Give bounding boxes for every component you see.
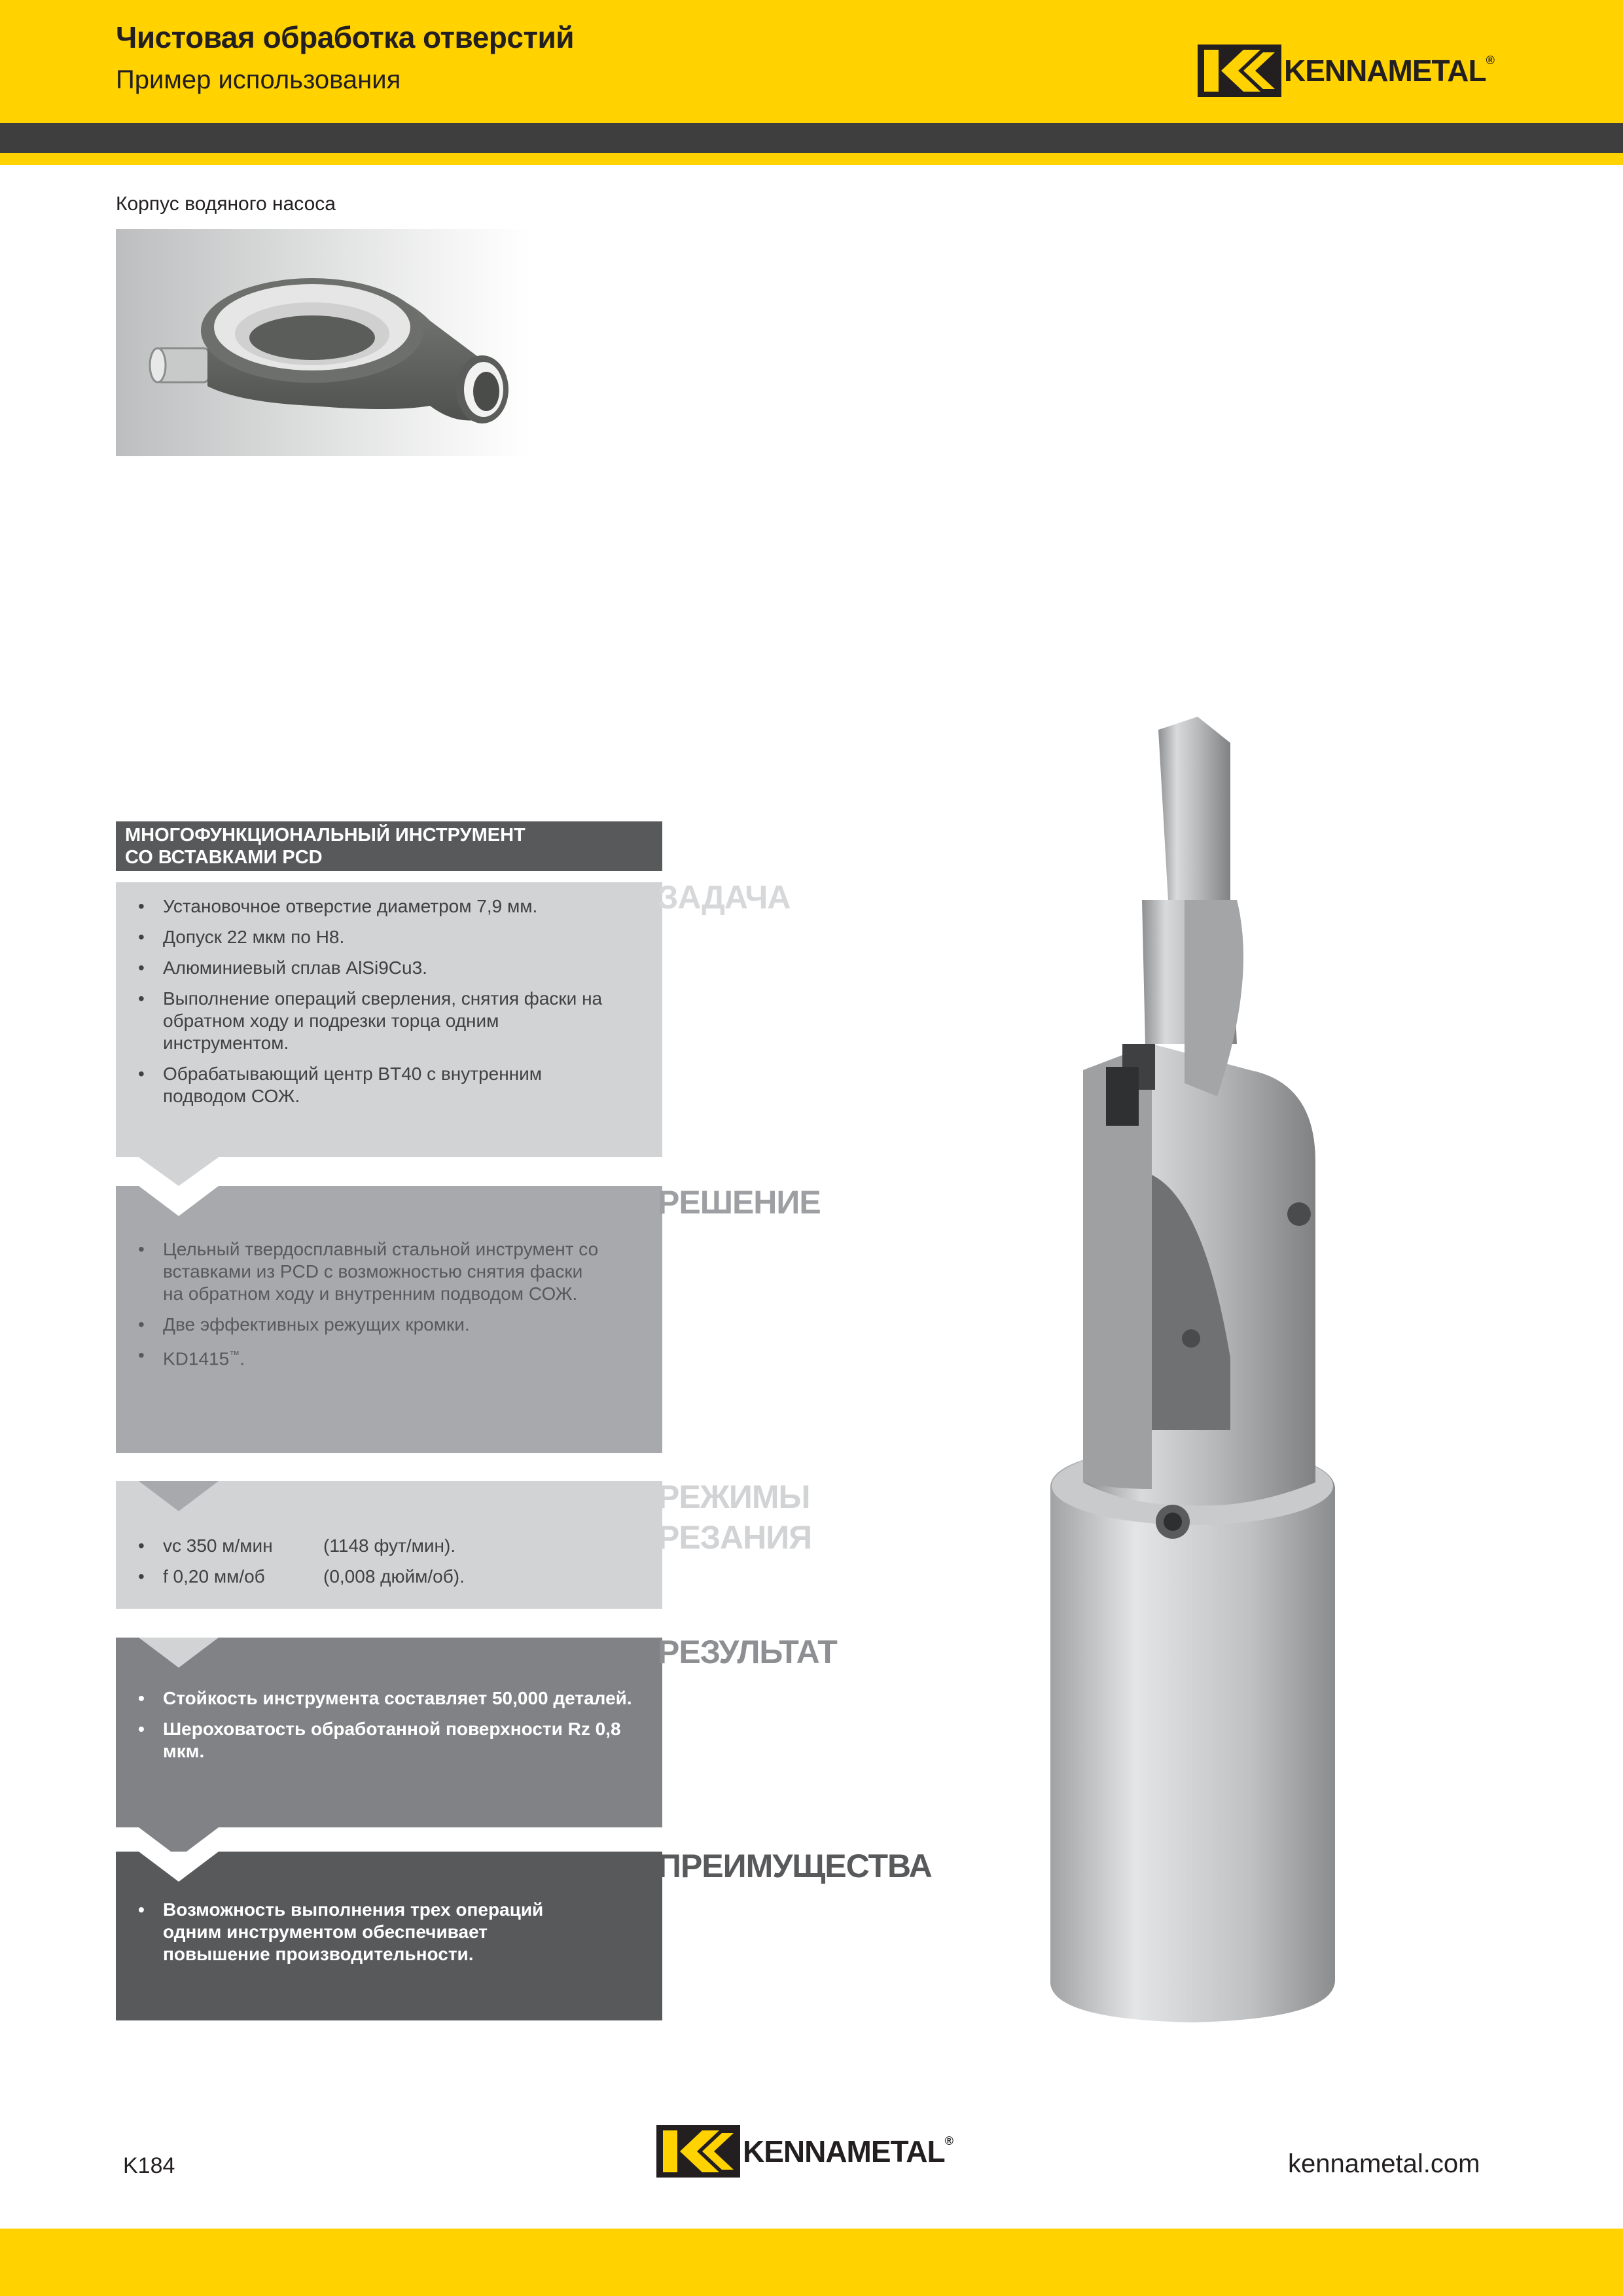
trademark-mark: ™ [229, 1350, 240, 1361]
chevron-notch-icon [116, 1186, 662, 1225]
cutting-row [138, 1566, 465, 1588]
document-title: Чистовая обработка отверстий [116, 20, 575, 54]
task-item: • Выполнение операций сверления, снятия фаски на обратном ходу и подрезки торца одним инструментом. [138, 988, 621, 1054]
tool-heading-line1: МНОГОФУНКЦИОНАЛЬНЫЙ ИНСТРУМЕНТ [125, 825, 526, 846]
part-caption: Корпус водяного насоса [116, 193, 336, 215]
part-photo [116, 229, 531, 456]
chevron-notch-icon [116, 1638, 662, 1677]
page-number: K184 [123, 2153, 175, 2178]
document-subtitle: Пример использования [116, 65, 401, 94]
solution-item [138, 1344, 608, 1370]
section-label-result: РЕЗУЛЬТАТ [658, 1634, 837, 1670]
section-label-cutting-line1: РЕЖИМЫ [658, 1479, 810, 1515]
footer-url-link[interactable]: kennametal.com [1288, 2149, 1480, 2178]
tool-photo [1034, 704, 1348, 2029]
footer-logo [656, 2125, 954, 2178]
cutting-list [138, 1535, 465, 1596]
tool-heading-line2: СО ВСТАВКАМИ PCD [125, 847, 323, 868]
pump-housing-image [116, 229, 531, 456]
tool-heading [116, 821, 662, 871]
result-item: • Шероховатость обработанной поверхности Rz 0,8 мкм. [138, 1718, 662, 1763]
cutting-speed: • vc 350 м/мин [163, 1535, 273, 1556]
footer-logo-reg: ® [944, 2134, 954, 2147]
benefit-item: • Возможность выполнения трех операций одним инструментом обеспечивает повышение производительности. [138, 1899, 595, 1965]
kennametal-k-icon [656, 2125, 740, 2178]
task-panel [116, 882, 662, 1157]
task-item: • Установочное отверстие диаметром 7,9 мм. [138, 895, 621, 918]
section-label-solution: РЕШЕНИЕ [658, 1184, 821, 1221]
footer-logo-text: KENNAMETAL [743, 2134, 945, 2168]
solution-item: • Цельный твердосплавный стальной инструмент со вставками из PCD с возможностью снятия фаски на обратном ходу и внутренним подводом СОЖ. [138, 1238, 608, 1305]
solution-list [138, 1238, 608, 1378]
result-list [138, 1687, 662, 1771]
feed-rate-imperial: (0,008 дюйм/об). [323, 1566, 465, 1587]
benefits-list [138, 1899, 595, 1974]
header-dark-stripe [0, 123, 1623, 153]
chevron-notch-icon [116, 1852, 662, 1891]
result-item: • Стойкость инструмента составляет 50,000 деталей. [138, 1687, 662, 1710]
cutting-speed-imperial: (1148 фут/мин). [323, 1535, 456, 1556]
feed-rate: • f 0,20 мм/об [163, 1566, 265, 1587]
footer-band [0, 2229, 1623, 2296]
section-label-cutting [658, 1477, 812, 1558]
solution-item: • Две эффективных режущих кромки. [138, 1314, 608, 1336]
header-logo-text: KENNAMETAL [1284, 54, 1486, 88]
header-yellow-stripe [0, 153, 1623, 165]
grade-code: KD1415 [163, 1348, 230, 1369]
section-label-cutting-line2: РЕЗАНИЯ [658, 1519, 812, 1556]
header-logo [1198, 45, 1495, 97]
benefits-panel [116, 1852, 662, 2020]
solution-panel [116, 1186, 662, 1453]
header-logo-reg: ® [1486, 54, 1495, 67]
task-item: • Допуск 22 мкм по H8. [138, 926, 621, 948]
cutting-panel [116, 1481, 662, 1609]
result-panel [116, 1638, 662, 1827]
task-item: • Обрабатывающий центр BT40 с внутренним подводом СОЖ. [138, 1063, 556, 1107]
section-label-benefits: ПРЕИМУЩЕСТВА [658, 1848, 932, 1884]
chevron-notch-icon [116, 1481, 662, 1520]
task-item: • Алюминиевый сплав AlSi9Cu3. [138, 957, 621, 979]
task-list [138, 895, 621, 1116]
pcd-tool-image [1034, 704, 1348, 2029]
grade-period: . [240, 1348, 245, 1369]
section-label-task: ЗАДАЧА [658, 879, 791, 916]
kennametal-k-icon [1198, 45, 1281, 97]
cutting-row [138, 1535, 465, 1557]
